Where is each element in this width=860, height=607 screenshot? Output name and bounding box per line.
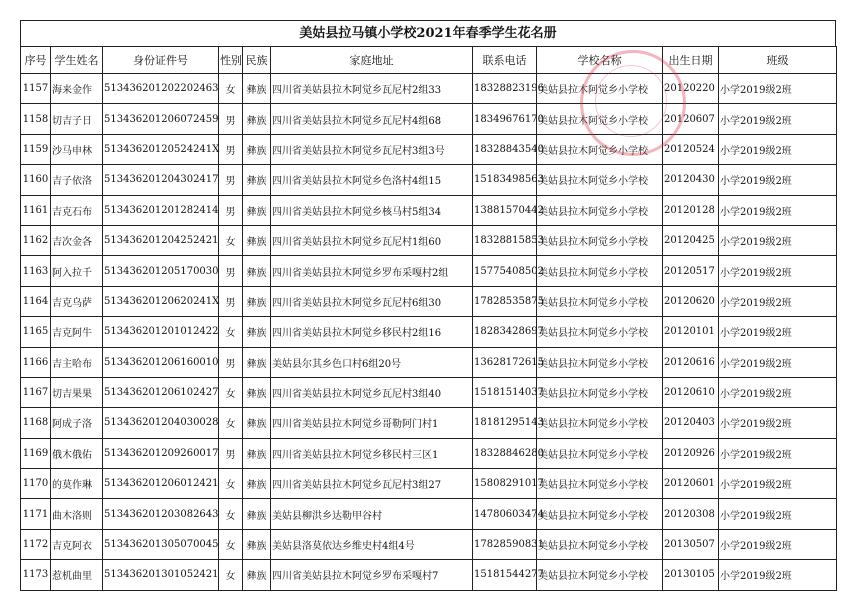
roster-sheet — [20, 20, 836, 591]
cell-phone: 18328846280 — [473, 438, 537, 468]
cell-ethnicity: 彝族 — [243, 560, 271, 590]
cell-id-number: 513436201201012422 — [103, 317, 219, 347]
cell-birth-date: 20120128 — [663, 195, 719, 225]
cell-phone: 13881570442 — [473, 195, 537, 225]
header-row — [21, 47, 837, 74]
cell-id-number: 513436201206072459 — [103, 104, 219, 134]
cell-name: 切吉果果 — [51, 377, 103, 407]
cell-name: 海来金作 — [51, 74, 103, 104]
cell-phone: 18181295143 — [473, 408, 537, 438]
cell-gender: 男 — [219, 165, 243, 195]
column-header-gender: 性别 — [219, 47, 243, 74]
table-row — [21, 438, 837, 468]
cell-address: 四川省美姑县拉木阿觉乡瓦尼村6组30 — [271, 286, 473, 316]
cell-gender: 男 — [219, 134, 243, 164]
table-row — [21, 408, 837, 438]
table-row — [21, 195, 837, 225]
cell-phone: 15181544277 — [473, 560, 537, 590]
student-roster-table — [20, 46, 837, 591]
cell-ethnicity: 彝族 — [243, 74, 271, 104]
cell-class: 小学2019级2班 — [719, 104, 837, 134]
cell-gender: 女 — [219, 377, 243, 407]
cell-address: 四川省美姑县拉木阿觉乡瓦尼村4组68 — [271, 104, 473, 134]
cell-class: 小学2019级2班 — [719, 469, 837, 499]
table-row — [21, 560, 837, 590]
cell-name: 吉子依洛 — [51, 165, 103, 195]
cell-address: 四川省美姑县拉木阿觉乡移民村三区1 — [271, 438, 473, 468]
cell-ethnicity: 彝族 — [243, 438, 271, 468]
cell-name: 切吉子日 — [51, 104, 103, 134]
cell-id-number: 513436201204030028 — [103, 408, 219, 438]
cell-name: 俄木俄佑 — [51, 438, 103, 468]
column-header-birth-date: 出生日期 — [663, 47, 719, 74]
cell-seq: 1161 — [21, 195, 51, 225]
cell-address: 四川省美姑县拉木阿觉乡罗布采嘎村7 — [271, 560, 473, 590]
cell-ethnicity: 彝族 — [243, 225, 271, 255]
cell-ethnicity: 彝族 — [243, 134, 271, 164]
cell-class: 小学2019级2班 — [719, 74, 837, 104]
cell-birth-date: 20120430 — [663, 165, 719, 195]
cell-gender: 女 — [219, 317, 243, 347]
cell-gender: 男 — [219, 104, 243, 134]
cell-name: 沙马申林 — [51, 134, 103, 164]
cell-gender: 男 — [219, 286, 243, 316]
cell-class: 小学2019级2班 — [719, 195, 837, 225]
column-header-phone: 联系电话 — [473, 47, 537, 74]
cell-class: 小学2019级2班 — [719, 347, 837, 377]
table-row — [21, 317, 837, 347]
cell-address: 四川省美姑县拉木阿觉乡色洛村4组15 — [271, 165, 473, 195]
table-row — [21, 347, 837, 377]
cell-id-number: 513436201209260017 — [103, 438, 219, 468]
table-row — [21, 377, 837, 407]
cell-class: 小学2019级2班 — [719, 225, 837, 255]
cell-address: 美姑县柳洪乡达勒甲谷村 — [271, 499, 473, 529]
cell-address: 四川省美姑县拉木阿觉乡核马村5组34 — [271, 195, 473, 225]
cell-ethnicity: 彝族 — [243, 165, 271, 195]
column-header-seq: 序号 — [21, 47, 51, 74]
cell-id-number: 513436201202202463 — [103, 74, 219, 104]
cell-name: 吉主哈布 — [51, 347, 103, 377]
cell-school: 美姑县拉木阿觉乡小学校 — [537, 347, 663, 377]
cell-phone: 17828590831 — [473, 529, 537, 559]
cell-gender: 女 — [219, 529, 243, 559]
cell-address: 四川省美姑县拉木阿觉乡瓦尼村2组33 — [271, 74, 473, 104]
cell-birth-date: 20120616 — [663, 347, 719, 377]
cell-address: 四川省美姑县拉木阿觉乡瓦尼村3组27 — [271, 469, 473, 499]
cell-seq: 1163 — [21, 256, 51, 286]
cell-phone: 18328843540 — [473, 134, 537, 164]
cell-phone: 15775408502 — [473, 256, 537, 286]
table-row — [21, 225, 837, 255]
table-row — [21, 256, 837, 286]
cell-class: 小学2019级2班 — [719, 560, 837, 590]
cell-ethnicity: 彝族 — [243, 104, 271, 134]
cell-school: 美姑县拉木阿觉乡小学校 — [537, 134, 663, 164]
column-header-school: 学校名称 — [537, 47, 663, 74]
cell-name: 吉克石布 — [51, 195, 103, 225]
table-row — [21, 286, 837, 316]
cell-class: 小学2019级2班 — [719, 529, 837, 559]
cell-id-number: 51343620120620241X — [103, 286, 219, 316]
cell-phone: 18328823196 — [473, 74, 537, 104]
cell-school: 美姑县拉木阿觉乡小学校 — [537, 286, 663, 316]
cell-school: 美姑县拉木阿觉乡小学校 — [537, 317, 663, 347]
cell-phone: 18283428697 — [473, 317, 537, 347]
cell-birth-date: 20130105 — [663, 560, 719, 590]
cell-class: 小学2019级2班 — [719, 286, 837, 316]
cell-phone: 18349676170 — [473, 104, 537, 134]
cell-seq: 1166 — [21, 347, 51, 377]
column-header-ethnicity: 民族 — [243, 47, 271, 74]
cell-school: 美姑县拉木阿觉乡小学校 — [537, 560, 663, 590]
cell-name: 阿成子洛 — [51, 408, 103, 438]
cell-phone: 15808291017 — [473, 469, 537, 499]
cell-birth-date: 20120517 — [663, 256, 719, 286]
cell-seq: 1162 — [21, 225, 51, 255]
cell-seq: 1158 — [21, 104, 51, 134]
cell-birth-date: 20120425 — [663, 225, 719, 255]
table-row — [21, 529, 837, 559]
cell-ethnicity: 彝族 — [243, 529, 271, 559]
cell-id-number: 513436201201282414 — [103, 195, 219, 225]
cell-school: 美姑县拉木阿觉乡小学校 — [537, 499, 663, 529]
cell-address: 四川省美姑县拉木阿觉乡瓦尼村3组3号 — [271, 134, 473, 164]
cell-seq: 1168 — [21, 408, 51, 438]
cell-id-number: 513436201305070045 — [103, 529, 219, 559]
cell-ethnicity: 彝族 — [243, 499, 271, 529]
cell-gender: 女 — [219, 74, 243, 104]
cell-gender: 男 — [219, 195, 243, 225]
cell-phone: 15183498563 — [473, 165, 537, 195]
cell-ethnicity: 彝族 — [243, 408, 271, 438]
cell-school: 美姑县拉木阿觉乡小学校 — [537, 529, 663, 559]
cell-id-number: 513436201206102427 — [103, 377, 219, 407]
cell-phone: 14780603474 — [473, 499, 537, 529]
cell-name: 吉克阿衣 — [51, 529, 103, 559]
cell-school: 美姑县拉木阿觉乡小学校 — [537, 74, 663, 104]
table-row — [21, 469, 837, 499]
cell-birth-date: 20130507 — [663, 529, 719, 559]
cell-seq: 1165 — [21, 317, 51, 347]
table-body — [21, 74, 837, 591]
cell-birth-date: 20120926 — [663, 438, 719, 468]
cell-school: 美姑县拉木阿觉乡小学校 — [537, 256, 663, 286]
table-row — [21, 499, 837, 529]
cell-class: 小学2019级2班 — [719, 499, 837, 529]
cell-gender: 女 — [219, 469, 243, 499]
cell-id-number: 513436201301052421 — [103, 560, 219, 590]
cell-birth-date: 20120601 — [663, 469, 719, 499]
cell-gender: 女 — [219, 408, 243, 438]
cell-seq: 1164 — [21, 286, 51, 316]
cell-id-number: 513436201204302417 — [103, 165, 219, 195]
cell-name: 吉次金各 — [51, 225, 103, 255]
cell-address: 四川省美姑县拉木阿觉乡移民村2组16 — [271, 317, 473, 347]
cell-birth-date: 20120403 — [663, 408, 719, 438]
cell-ethnicity: 彝族 — [243, 317, 271, 347]
cell-school: 美姑县拉木阿觉乡小学校 — [537, 469, 663, 499]
cell-id-number: 51343620120524241X — [103, 134, 219, 164]
cell-class: 小学2019级2班 — [719, 377, 837, 407]
cell-class: 小学2019级2班 — [719, 408, 837, 438]
cell-ethnicity: 彝族 — [243, 377, 271, 407]
column-header-address: 家庭地址 — [271, 47, 473, 74]
cell-ethnicity: 彝族 — [243, 286, 271, 316]
cell-school: 美姑县拉木阿觉乡小学校 — [537, 408, 663, 438]
cell-address: 美姑县洛莫依达乡维史村4组4号 — [271, 529, 473, 559]
table-row — [21, 104, 837, 134]
cell-school: 美姑县拉木阿觉乡小学校 — [537, 195, 663, 225]
cell-seq: 1172 — [21, 529, 51, 559]
cell-phone: 17828535875 — [473, 286, 537, 316]
cell-name: 阿入拉千 — [51, 256, 103, 286]
cell-birth-date: 20120524 — [663, 134, 719, 164]
cell-school: 美姑县拉木阿觉乡小学校 — [537, 377, 663, 407]
cell-school: 美姑县拉木阿觉乡小学校 — [537, 104, 663, 134]
cell-seq: 1160 — [21, 165, 51, 195]
cell-seq: 1173 — [21, 560, 51, 590]
cell-gender: 男 — [219, 256, 243, 286]
cell-birth-date: 20120101 — [663, 317, 719, 347]
cell-address: 四川省美姑县拉木阿觉乡瓦尼村3组40 — [271, 377, 473, 407]
column-header-id-number: 身份证件号 — [103, 47, 219, 74]
cell-ethnicity: 彝族 — [243, 469, 271, 499]
cell-class: 小学2019级2班 — [719, 438, 837, 468]
cell-id-number: 513436201206012421 — [103, 469, 219, 499]
cell-birth-date: 20120610 — [663, 377, 719, 407]
cell-seq: 1159 — [21, 134, 51, 164]
cell-birth-date: 20120620 — [663, 286, 719, 316]
cell-class: 小学2019级2班 — [719, 317, 837, 347]
cell-gender: 男 — [219, 347, 243, 377]
cell-id-number: 513436201204252421 — [103, 225, 219, 255]
cell-ethnicity: 彝族 — [243, 256, 271, 286]
table-row — [21, 74, 837, 104]
table-row — [21, 165, 837, 195]
page-title: 美姑县拉马镇小学校2021年春季学生花名册 — [20, 20, 836, 46]
cell-gender: 女 — [219, 499, 243, 529]
cell-address: 美姑县尔其乡色口村6组20号 — [271, 347, 473, 377]
cell-id-number: 513436201203082643 — [103, 499, 219, 529]
cell-name: 惹机曲里 — [51, 560, 103, 590]
cell-ethnicity: 彝族 — [243, 195, 271, 225]
cell-seq: 1171 — [21, 499, 51, 529]
cell-birth-date: 20120220 — [663, 74, 719, 104]
cell-class: 小学2019级2班 — [719, 165, 837, 195]
cell-phone: 18328815853 — [473, 225, 537, 255]
cell-school: 美姑县拉木阿觉乡小学校 — [537, 438, 663, 468]
cell-birth-date: 20120308 — [663, 499, 719, 529]
cell-gender: 男 — [219, 438, 243, 468]
cell-id-number: 513436201205170030 — [103, 256, 219, 286]
cell-address: 四川省美姑县拉木阿觉乡瓦尼村1组60 — [271, 225, 473, 255]
cell-gender: 女 — [219, 560, 243, 590]
cell-name: 曲木洛则 — [51, 499, 103, 529]
column-header-name: 学生姓名 — [51, 47, 103, 74]
cell-class: 小学2019级2班 — [719, 134, 837, 164]
cell-school: 美姑县拉木阿觉乡小学校 — [537, 225, 663, 255]
cell-ethnicity: 彝族 — [243, 347, 271, 377]
cell-seq: 1169 — [21, 438, 51, 468]
cell-birth-date: 20120607 — [663, 104, 719, 134]
cell-name: 的莫作琳 — [51, 469, 103, 499]
column-header-class: 班级 — [719, 47, 837, 74]
cell-phone: 13628172615 — [473, 347, 537, 377]
cell-address: 四川省美姑县拉木阿觉乡罗布采嘎村2组 — [271, 256, 473, 286]
cell-phone: 15181514037 — [473, 377, 537, 407]
cell-class: 小学2019级2班 — [719, 256, 837, 286]
cell-name: 吉克阿牛 — [51, 317, 103, 347]
cell-seq: 1170 — [21, 469, 51, 499]
cell-seq: 1167 — [21, 377, 51, 407]
cell-id-number: 513436201206160010 — [103, 347, 219, 377]
cell-school: 美姑县拉木阿觉乡小学校 — [537, 165, 663, 195]
cell-name: 吉克乌萨 — [51, 286, 103, 316]
cell-seq: 1157 — [21, 74, 51, 104]
cell-gender: 女 — [219, 225, 243, 255]
cell-address: 四川省美姑县拉木阿觉乡哥勒阿门村1 — [271, 408, 473, 438]
table-row — [21, 134, 837, 164]
